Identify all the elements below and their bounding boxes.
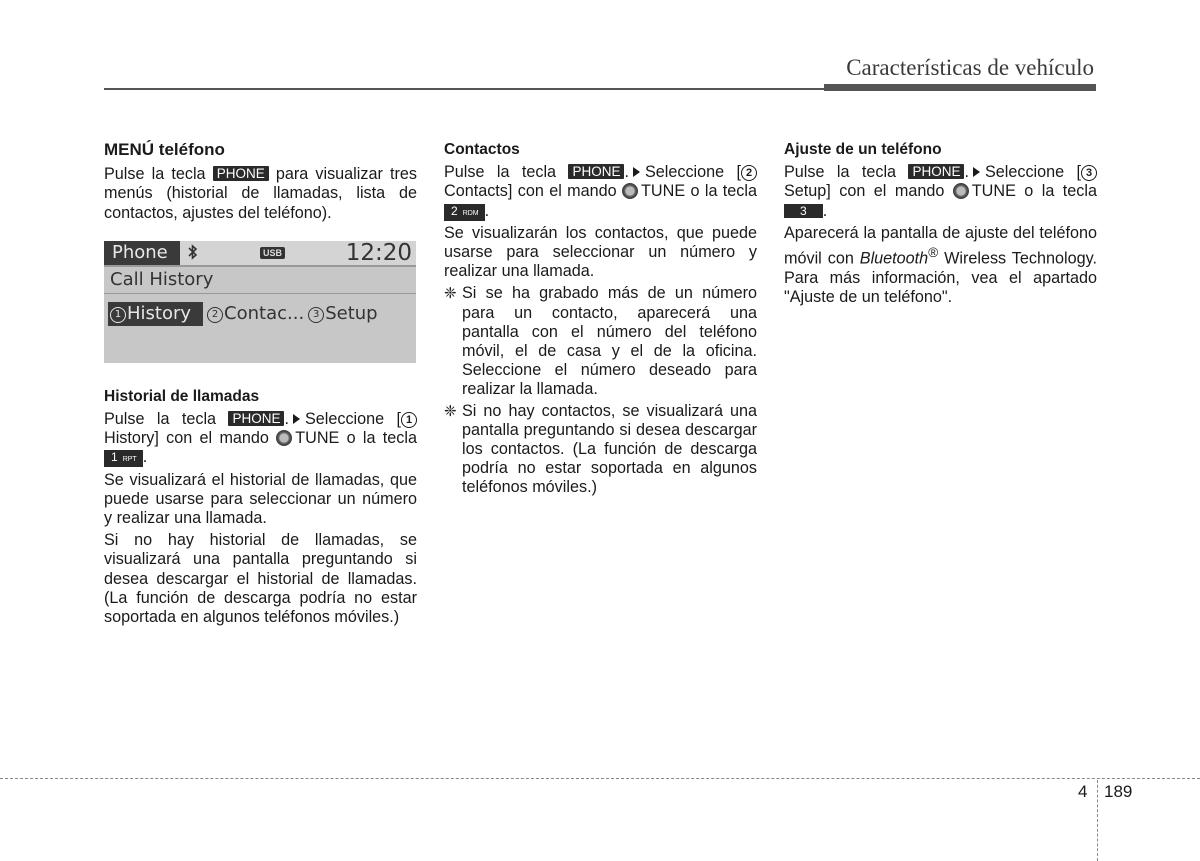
- registered-mark: ®: [928, 245, 939, 261]
- note-mark-icon: ❈: [444, 402, 457, 420]
- screen-divider: [104, 293, 416, 295]
- text: Pulse la tecla: [104, 410, 217, 429]
- column-phone-menu: [104, 140, 417, 630]
- section-heading-phone-setup: Ajuste de un teléfono: [784, 141, 942, 158]
- text: Seleccione [: [644, 163, 742, 182]
- text: Seleccione [: [984, 163, 1082, 182]
- screen-clock: 12:20: [345, 239, 412, 266]
- contacts-instructions: [444, 163, 757, 221]
- text: Setup] con el mando: [784, 182, 945, 201]
- call-history-instructions: [104, 410, 417, 468]
- text: para visualizar tres menús (historial de llamadas, lista de contactos, ajustes del teléfono).: [104, 165, 417, 222]
- phone-setup-instructions: [784, 163, 1097, 221]
- arrow-right-icon: [293, 414, 300, 424]
- footer-rule: [0, 778, 1200, 779]
- note-text: Si se ha grabado más de un número para un contacto, aparecerá una pantalla con el número del teléfono móvil, el de casa y el de la oficina. Seleccione el número deseado para realizar la llamada.: [462, 284, 757, 399]
- tune-knob-icon: [953, 183, 969, 199]
- text: .: [964, 163, 969, 182]
- text: .: [624, 163, 629, 182]
- intro-paragraph: [104, 165, 417, 223]
- column-phone-setup: [784, 140, 1097, 310]
- section-heading-call-history: Historial de llamadas: [104, 387, 260, 405]
- number-1-icon: 1: [110, 307, 126, 323]
- section-heading-contacts: Contactos: [444, 141, 520, 158]
- text: .: [484, 201, 490, 220]
- number-3-icon: 3: [1081, 165, 1097, 181]
- text: Pulse la tecla: [784, 163, 897, 182]
- arrow-right-icon: [633, 167, 640, 177]
- text: Aparecerá la pantalla de ajuste del teléfono móvil con: [784, 223, 1097, 268]
- contacts-paragraph-2: Se visualizarán los contactos, que puede usarse para seleccionar un número y realizar una llamada.: [444, 223, 757, 281]
- screen-menu: [108, 301, 378, 327]
- note-item: [444, 402, 757, 498]
- phone-key-icon: PHONE: [908, 164, 964, 179]
- number-2-icon: 2: [741, 165, 757, 181]
- header-rule: [104, 88, 824, 90]
- page-header-title: Características de vehículo: [846, 55, 1094, 80]
- page-number: 189: [1104, 782, 1133, 801]
- menu-label: History: [127, 302, 192, 324]
- menu-label: Contac...: [224, 303, 305, 325]
- text: TUNE o la tecla: [641, 182, 757, 201]
- header-rule-thick: [824, 84, 1096, 91]
- text: .: [142, 448, 148, 467]
- key-sublabel: RPT: [122, 456, 137, 464]
- text: Seleccione [: [304, 410, 402, 429]
- number-2-icon: 2: [207, 307, 223, 323]
- screen-menu-item-history: [108, 302, 203, 326]
- tune-knob-icon: [622, 183, 638, 199]
- note-text: Si no hay contactos, se visualizará una pantalla preguntando si desea descargar los contactos. (La función de descarga podría no estar soportada en algunos teléfonos móviles.): [462, 401, 757, 497]
- text: Wireless Technology. Para más información, vea el apartado "Ajuste de un teléfono".: [784, 249, 1097, 306]
- key-sublabel: RDM: [462, 209, 479, 217]
- footer-separator: [1097, 780, 1098, 861]
- phone-key-icon: PHONE: [213, 166, 269, 181]
- menu-label: Setup: [325, 303, 378, 325]
- note-mark-icon: ❈: [444, 285, 457, 303]
- text: Pulse la tecla: [444, 163, 557, 182]
- tune-knob-icon: [276, 430, 292, 446]
- call-history-paragraph-3: Si no hay historial de llamadas, se visualizará una pantalla preguntando si desea descargar el historial de llamadas. (La función de descarga podría no estar soportada en algunos teléfonos móviles.): [104, 531, 417, 627]
- key-number: 2: [451, 203, 458, 218]
- key-1-rpt-icon: [104, 450, 143, 467]
- phone-screen-illustration: [104, 241, 416, 363]
- bluetooth-term: Bluetooth: [859, 249, 929, 268]
- text: .: [284, 410, 289, 429]
- text: History] con el mando: [104, 429, 269, 448]
- text: Contacts] con el mando: [444, 182, 617, 201]
- number-3-icon: 3: [308, 307, 324, 323]
- arrow-right-icon: [973, 167, 980, 177]
- phone-setup-paragraph-2: [784, 224, 1097, 307]
- key-number: 1: [111, 450, 118, 465]
- phone-key-icon: PHONE: [568, 164, 624, 179]
- section-heading-phone-menu: MENÚ teléfono: [104, 140, 225, 159]
- call-history-paragraph-2: Se visualizará el historial de llamadas, que puede usarse para seleccionar un número y realizar una llamada.: [104, 470, 417, 528]
- key-3-icon: 3: [784, 204, 823, 218]
- screen-title: Phone: [104, 241, 180, 265]
- screen-subtitle: Call History: [110, 268, 214, 290]
- text: TUNE o la tecla: [295, 429, 417, 448]
- chapter-number: 4: [1078, 782, 1088, 801]
- text: TUNE o la tecla: [971, 182, 1097, 201]
- note-item: [444, 284, 757, 399]
- text: .: [822, 201, 828, 220]
- number-1-icon: 1: [401, 412, 417, 428]
- text: Pulse la tecla: [104, 165, 206, 184]
- usb-badge: USB: [260, 247, 285, 259]
- bluetooth-icon: [186, 244, 200, 262]
- key-2-rdm-icon: [444, 204, 485, 221]
- phone-key-icon: PHONE: [228, 411, 284, 426]
- screen-menu-item-contacts: [207, 304, 304, 323]
- screen-menu-item-setup: [308, 304, 377, 323]
- column-contacts: [444, 140, 757, 498]
